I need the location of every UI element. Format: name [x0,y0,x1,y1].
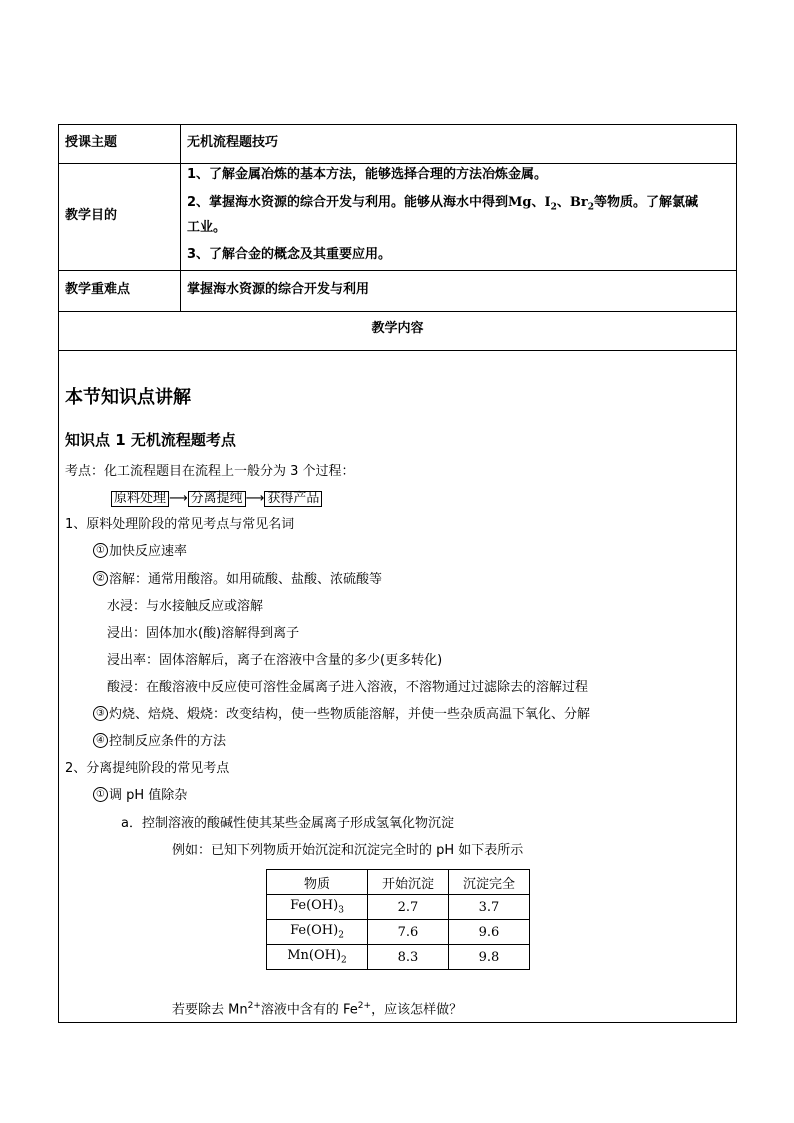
circled-number-2: ② [93,571,108,586]
goal-2-sub-i: 2 [550,202,557,213]
p2-item-1 [93,787,187,805]
flow-step-1: 原料处理 [111,491,169,507]
table-cell-substance [267,945,368,970]
row-divider [59,270,736,271]
row-divider [59,350,736,351]
table-cell-end: 9.6 [449,920,530,945]
table-row [267,920,530,945]
circled-number-3: ③ [93,706,108,721]
table-header: 开始沉淀 [368,870,449,895]
ph-table [266,869,530,970]
p1-item-3-text: 灼烧、焙烧、煅烧：改变结构，使一些物质能溶解，并使一些杂质高温下氧化、分解 [109,707,591,722]
flow-arrow-2: ⟶ [245,491,265,506]
p2-example: 例如：已知下列物质开始沉淀和沉淀完全时的 pH 如下表所示 [172,843,524,858]
flow-step-3: 获得产品 [264,491,322,507]
p1-item-2c: 浸出率：固体溶解后，离子在溶液中含量的多少(更多转化) [107,653,443,668]
question-post: ，应该怎样做？ [371,1002,463,1018]
column-divider [180,125,181,311]
circled-number-4: ④ [93,733,108,748]
flow-arrow-1: ⟶ [169,491,188,506]
p2-title: 2、分离提纯阶段的常见考点 [65,761,230,776]
key-value: 掌握海水资源的综合开发与利用 [187,282,370,297]
table-cell-end: 3.7 [449,895,530,920]
flow-diagram [111,490,322,508]
circled-number-1: ① [93,787,108,802]
p1-title: 1、原料处理阶段的常见考点与常见名词 [65,517,295,532]
p1-item-2 [93,571,382,589]
p1-item-1 [93,543,187,561]
section-title: 本节知识点讲解 [65,387,191,408]
p2-item-1-text: 调 pH 值除杂 [109,788,188,803]
goal-2-cont: 工业。 [187,220,227,235]
row-divider [59,163,736,164]
substance-subscript: 3 [338,905,344,916]
goal-2 [187,194,698,217]
table-cell-substance [267,895,368,920]
question-sup-mn: 2+ [247,1001,261,1011]
table-header-row [267,870,530,895]
substance-name: Mn(OH) [287,948,342,964]
goal-2-mg-i: Mg、I [508,195,551,210]
table-header: 物质 [267,870,368,895]
goal-2-tail: 等物质。了解氯碱 [593,195,698,210]
table-header: 沉淀完全 [449,870,530,895]
table-cell-start: 7.6 [368,920,449,945]
table-row [267,895,530,920]
goal-2-text: 2、掌握海水资源的综合开发与利用。能够从海水中得到 [187,195,509,210]
p1-item-1-text: 加快反应速率 [109,544,188,559]
table-cell-end: 9.8 [449,945,530,970]
goal-label: 教学目的 [65,208,118,223]
goal-1: 1、了解金属冶炼的基本方法，能够选择合理的方法冶炼金属。 [187,167,548,182]
p2-sub-a: a．控制溶液的酸碱性使其某些金属离子形成氢氧化物沉淀 [121,816,454,831]
table-cell-substance [267,920,368,945]
content-label: 教学内容 [371,321,424,336]
substance-name: Fe(OH) [290,923,339,939]
topic-value: 无机流程题技巧 [187,135,279,150]
substance-subscript: 2 [341,955,347,966]
substance-subscript: 2 [338,930,344,941]
question-sup-fe: 2+ [357,1001,372,1011]
p1-item-2a: 水浸：与水接触反应或溶解 [107,599,264,614]
kp-title: 知识点 1 无机流程题考点 [65,431,236,449]
lesson-plan-sheet [58,124,737,1023]
goal-2-br: 、Br [556,195,588,210]
question-text [172,997,462,1019]
table-row [267,945,530,970]
p1-item-4 [93,733,226,751]
question-pre: 若要除去 Mn [172,1002,248,1018]
p1-item-4-text: 控制反应条件的方法 [109,734,227,749]
table-cell-start: 2.7 [368,895,449,920]
p1-item-2d: 酸浸：在酸溶液中反应使可溶性金属离子进入溶液，不溶物通过过滤除去的溶解过程 [107,680,589,695]
goal-3: 3、了解合金的概念及其重要应用。 [187,247,392,262]
p1-item-3 [93,706,590,724]
table-cell-start: 8.3 [368,945,449,970]
substance-name: Fe(OH) [290,898,339,914]
key-label: 教学重难点 [65,282,131,297]
question-mid: 溶液中含有的 Fe [260,1002,358,1018]
p1-item-2-text: 溶解：通常用酸溶。如用硫酸、盐酸、浓硫酸等 [109,572,383,587]
p1-item-2b: 浸出：固体加水(酸)溶解得到离子 [107,626,300,641]
goal-2-sub-br: 2 [587,202,594,213]
intro-text: 考点：化工流程题目在流程上一般分为 3 个过程： [65,464,355,479]
row-divider [59,311,736,312]
circled-number-1: ① [93,543,108,558]
flow-step-2: 分离提纯 [188,491,246,507]
topic-label: 授课主题 [65,135,118,150]
